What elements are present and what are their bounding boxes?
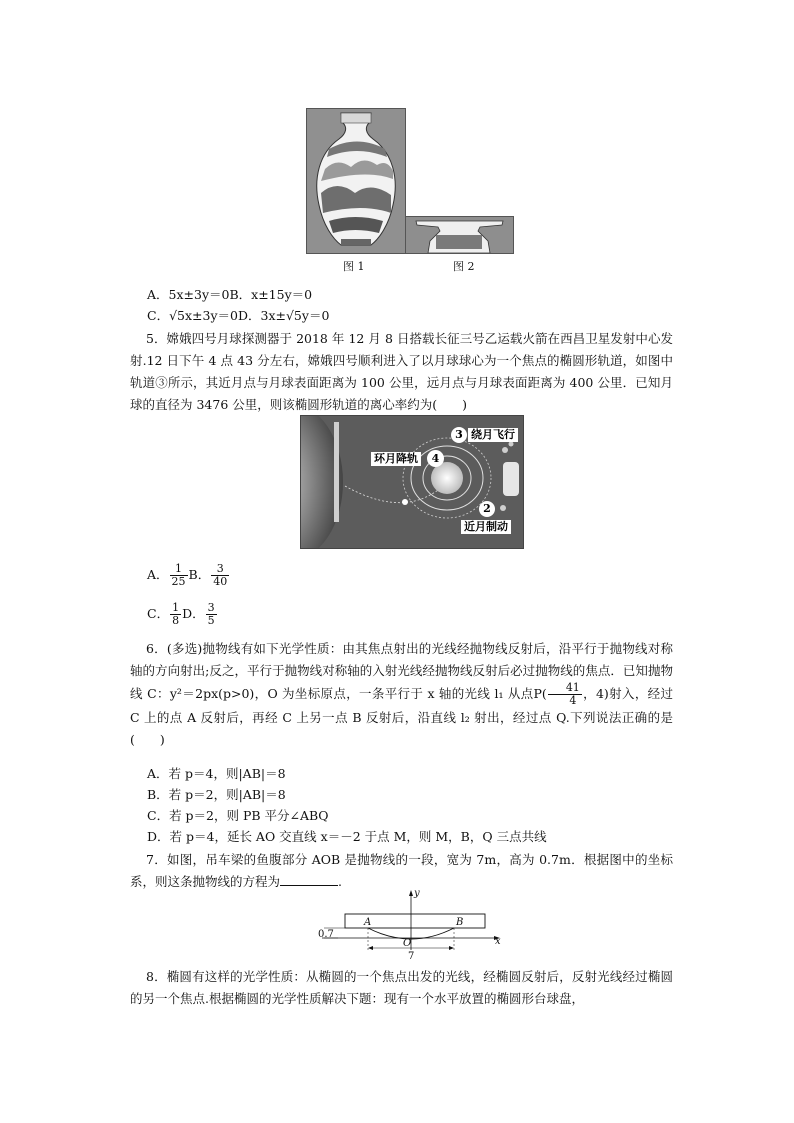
q6-point-p-fraction (548, 682, 582, 707)
point-b-label: B (456, 917, 464, 928)
q7-question: 7．如图，吊车梁的鱼腹部分 AOB 是抛物线的一段，宽为 7m，高为 0.7m．根据图中的坐标系，则这条抛物线的方程为 (130, 852, 673, 889)
label-4-number: 4 (431, 452, 440, 465)
q6-text (130, 638, 673, 751)
label-4-caption: 环月降轨 (374, 452, 418, 465)
q5-opt-b-fraction (211, 563, 229, 588)
q5-options-cd (147, 601, 218, 627)
q5-opt-c-num: 1 (172, 601, 180, 614)
q7-answer-blank[interactable] (280, 873, 338, 886)
q6-question-part2: ，4)射入，经过 C 上的点 A 反射后，再经 C 上另一点 B 反射后，沿直线 l₂ 射出，经过点 Q.下列说法正确的是( ) (130, 686, 673, 747)
q5-question: 5．嫦娥四号月球探测器于 2018 年 12 月 8 日搭载长征三号乙运载火箭在西昌卫星发射中心发射.12 日下午 4 点 43 分左右，嫦娥四号顺利进入了以月球球心为一个焦点的椭圆形轨道，如图中轨道③所示，其近月点与月球表面距离为 100 公里，远月点与月球表面距离为 400 公里．已知月球的直径为 3476 公里，则该椭圆形轨道的离心率约为( ) (130, 331, 673, 412)
vase-image (307, 109, 405, 253)
figure-lunar-orbit (300, 415, 524, 549)
figure-crane-beam (318, 888, 504, 962)
q6-option-b: B．若 p＝2，则|AB|＝8 (147, 787, 286, 802)
q5-text (130, 328, 673, 416)
label-2-text (461, 520, 511, 534)
q8-question: 8．椭圆有这样的光学性质：从椭圆的一个焦点出发的光线，经椭圆反射后，反射光线经过椭圆的另一个焦点.根据椭圆的光学性质解决下题：现有一个水平放置的椭圆形台球盘， (130, 969, 673, 1006)
q5-opt-a-num: 1 (170, 563, 188, 576)
q7-end-mark: . (338, 874, 342, 889)
label-3-caption: 绕月飞行 (471, 428, 515, 441)
q5-opt-a-label: A． (147, 567, 169, 582)
axis-x-label: x (495, 936, 501, 947)
q5-opt-d-den: 5 (207, 614, 215, 627)
label-3-circle (451, 427, 467, 443)
figure-1-vase (306, 108, 406, 254)
origin-label: O (403, 938, 412, 949)
label-2-circle (479, 501, 495, 517)
label-2-number: 2 (483, 502, 491, 515)
q5-opt-b-den: 40 (213, 575, 228, 588)
point-a-label: A (364, 917, 372, 928)
height-label: 0.7 (318, 929, 334, 940)
axis-y-label: y (414, 888, 420, 899)
q6-point-p: P( (533, 686, 547, 701)
label-3-text (468, 428, 518, 442)
q5-opt-c-den: 8 (172, 614, 180, 627)
q6-option-c: C．若 p＝2，则 PB 平分∠ABQ (147, 808, 329, 823)
q5-opt-b-num: 3 (211, 563, 229, 576)
label-3-number: 3 (455, 428, 463, 441)
q6-question-part1: 6．(多选)抛物线有如下光学性质：由其焦点射出的光线经抛物线反射后，沿平行于抛物线对称轴的方向射出;反之，平行于抛物线对称轴的入射光线经抛物线反射后必过抛物线的焦点．已知抛物线 C：y²＝2px(p>0)，O 为坐标原点，一条平行于 x 轴的光线 l₁ 从点 (130, 641, 673, 701)
q6-p-den: 4 (569, 694, 577, 707)
q6-p-num: 41 (548, 682, 582, 695)
q5-opt-b-label: B． (188, 567, 211, 582)
q8-text (130, 966, 673, 1010)
label-4-text (371, 452, 421, 466)
q5-opt-c-label: C． (147, 606, 170, 621)
vase-top-image (406, 217, 513, 253)
q5-opt-d-num: 3 (207, 601, 215, 614)
q4-options-cd: C．√5x±3y＝0D．3x±√5y＝0 (147, 308, 330, 323)
q4-options-ab: A．5x±3y＝0B．x±15y＝0 (147, 287, 313, 302)
label-4-circle (427, 450, 444, 467)
q6-option-d: D．若 p＝4，延长 AO 交直线 x＝－2 于点 M，则 M，B，Q 三点共线 (147, 829, 547, 844)
q6-option-a: A．若 p＝4，则|AB|＝8 (147, 766, 286, 781)
figure-2-caption: 图 2 (453, 260, 475, 273)
q5-opt-a-den: 25 (171, 575, 186, 588)
q5-opt-a-fraction (170, 563, 188, 588)
figure-2-vase-top (405, 216, 514, 254)
q5-opt-d-label: D． (182, 606, 205, 621)
q5-opt-d-fraction (206, 602, 217, 627)
figure-1-caption: 图 1 (343, 260, 365, 273)
q5-options-ab (147, 562, 230, 588)
q7-text (130, 849, 673, 893)
label-2-caption: 近月制动 (464, 520, 508, 533)
q5-opt-c-fraction (170, 602, 181, 627)
width-label: 7 (408, 951, 415, 962)
